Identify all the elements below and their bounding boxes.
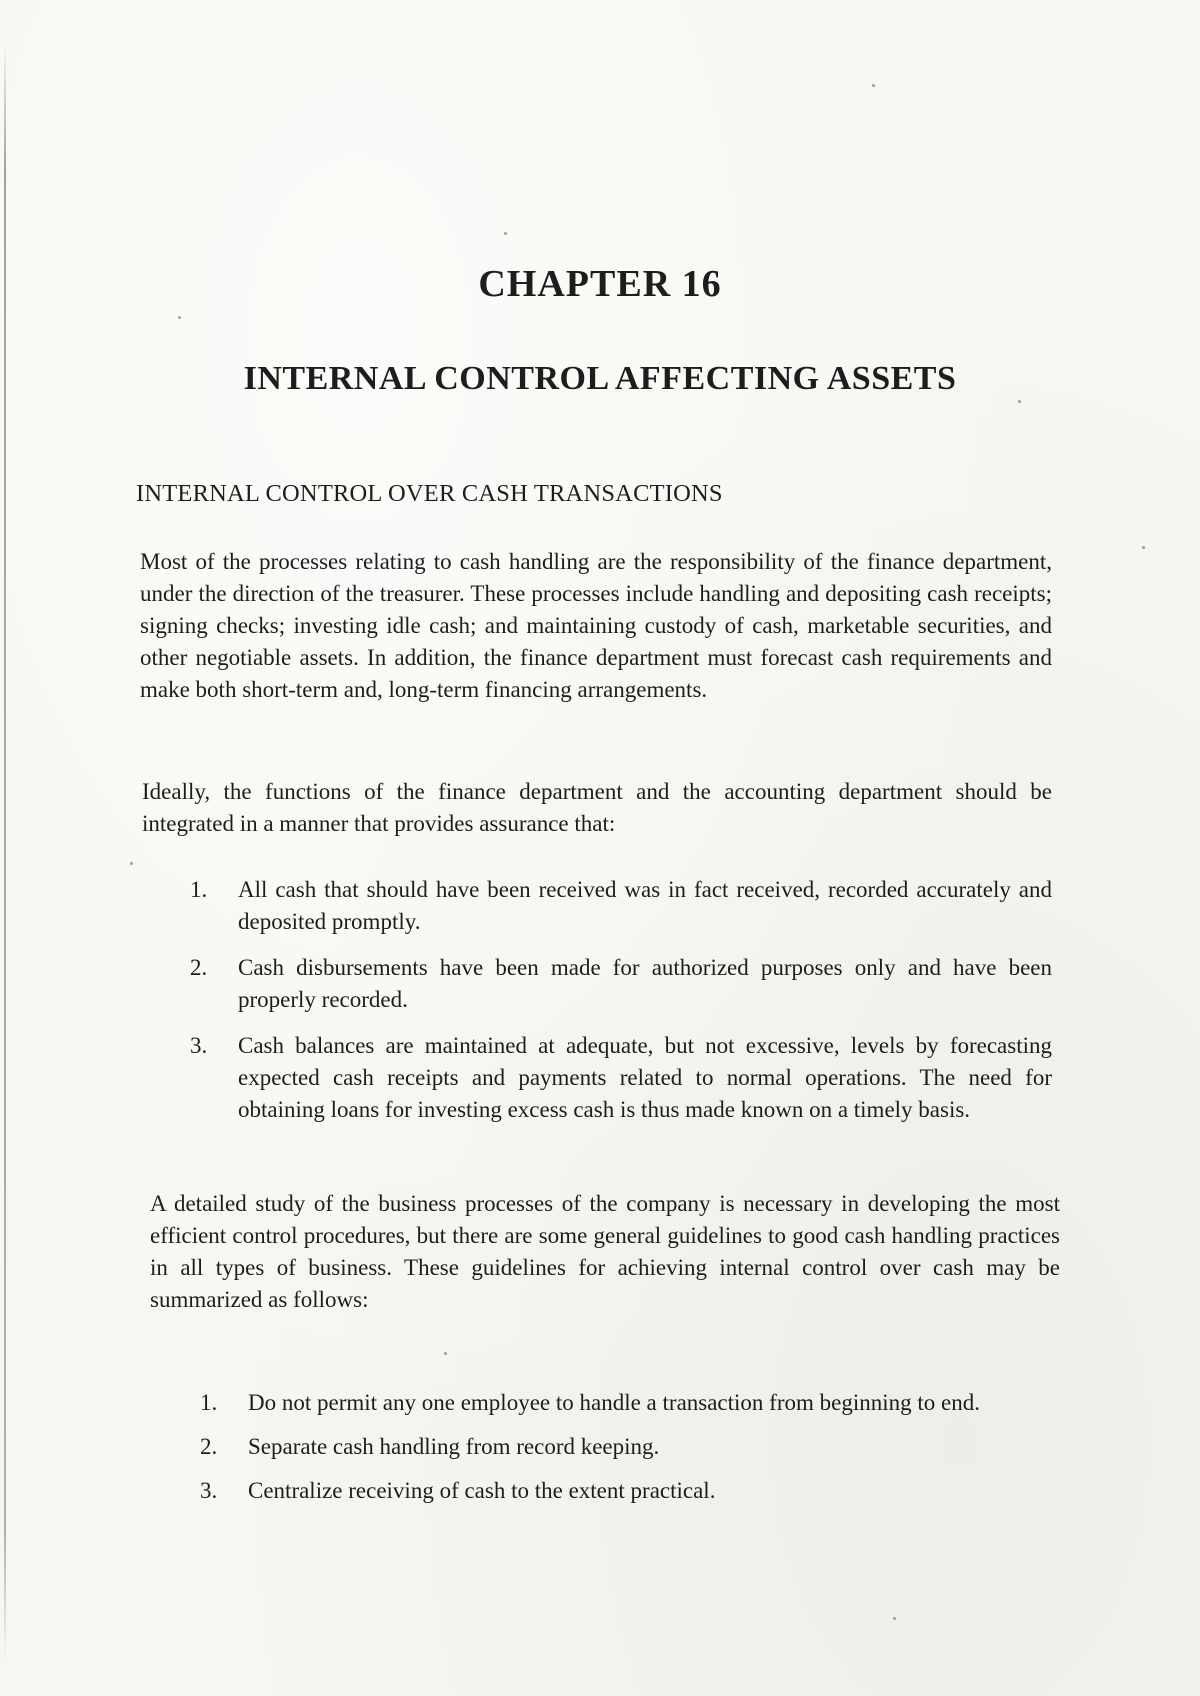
section-heading: INTERNAL CONTROL OVER CASH TRANSACTIONS xyxy=(136,480,723,507)
list-item xyxy=(200,1431,1062,1463)
list-item-number: 1. xyxy=(200,1390,218,1415)
list-item-text: All cash that should have been received was in fact received, recorded accurately and deposited promptly. xyxy=(238,877,1052,934)
list-item xyxy=(190,1030,1052,1126)
scan-speck xyxy=(178,316,181,319)
list-item-text: Centralize receiving of cash to the extent practical. xyxy=(248,1478,716,1503)
list-item xyxy=(190,952,1052,1016)
list-item-text: Cash disbursements have been made for authorized purposes only and have been properly recorded. xyxy=(238,955,1052,1012)
list-item xyxy=(200,1475,1062,1507)
list-item-text: Cash balances are maintained at adequate, but not excessive, levels by forecasting expected cash receipts and payments related to normal operations. The need for obtaining loans for investing excess cash is thus made known on a timely basis. xyxy=(238,1033,1052,1122)
paragraph-guidelines-intro: A detailed study of the business processes of the company is necessary in developing the most efficient control procedures, but there are some general guidelines to good cash handling practices in all types of business. These guidelines for achieving internal control over cash may be summarized as follows: xyxy=(150,1191,1060,1312)
scan-speck xyxy=(504,232,507,235)
list-item-number: 1. xyxy=(190,877,208,902)
scan-speck xyxy=(1018,400,1021,403)
list-item xyxy=(200,1387,1062,1419)
paragraph-finance-department: Most of the processes relating to cash handling are the responsibility of the finance department, under the direction of the treasurer. These processes include handling and depositing cash receipts; signing checks; investing idle cash; and maintaining custody of cash, marketable securities, and other negotiable assets. In addition, the finance department must forecast cash requirements and make both short-term and, long-term financing arrangements. xyxy=(140,549,1052,702)
list-item-number: 3. xyxy=(190,1033,208,1058)
chapter-title: INTERNAL CONTROL AFFECTING ASSETS xyxy=(243,360,957,397)
list-item-number: 2. xyxy=(190,955,208,980)
scan-speck xyxy=(444,1352,447,1355)
list-item-text: Separate cash handling from record keeping. xyxy=(248,1434,660,1459)
scan-speck xyxy=(130,862,133,865)
list-item-number: 3. xyxy=(200,1478,218,1503)
guidelines-list xyxy=(200,1387,1062,1519)
scan-speck xyxy=(1142,546,1145,549)
paragraph-integration: Ideally, the functions of the finance department and the accounting department should be integrated in a manner that provides assurance that: xyxy=(142,779,1052,836)
list-item-number: 2. xyxy=(200,1434,218,1459)
list-item-text: Do not permit any one employee to handle a transaction from beginning to end. xyxy=(248,1390,980,1415)
scan-speck xyxy=(872,84,875,87)
chapter-number: CHAPTER 16 xyxy=(478,263,722,305)
list-item xyxy=(190,874,1052,938)
scan-speck xyxy=(893,1617,896,1620)
assurance-list xyxy=(190,874,1052,1140)
